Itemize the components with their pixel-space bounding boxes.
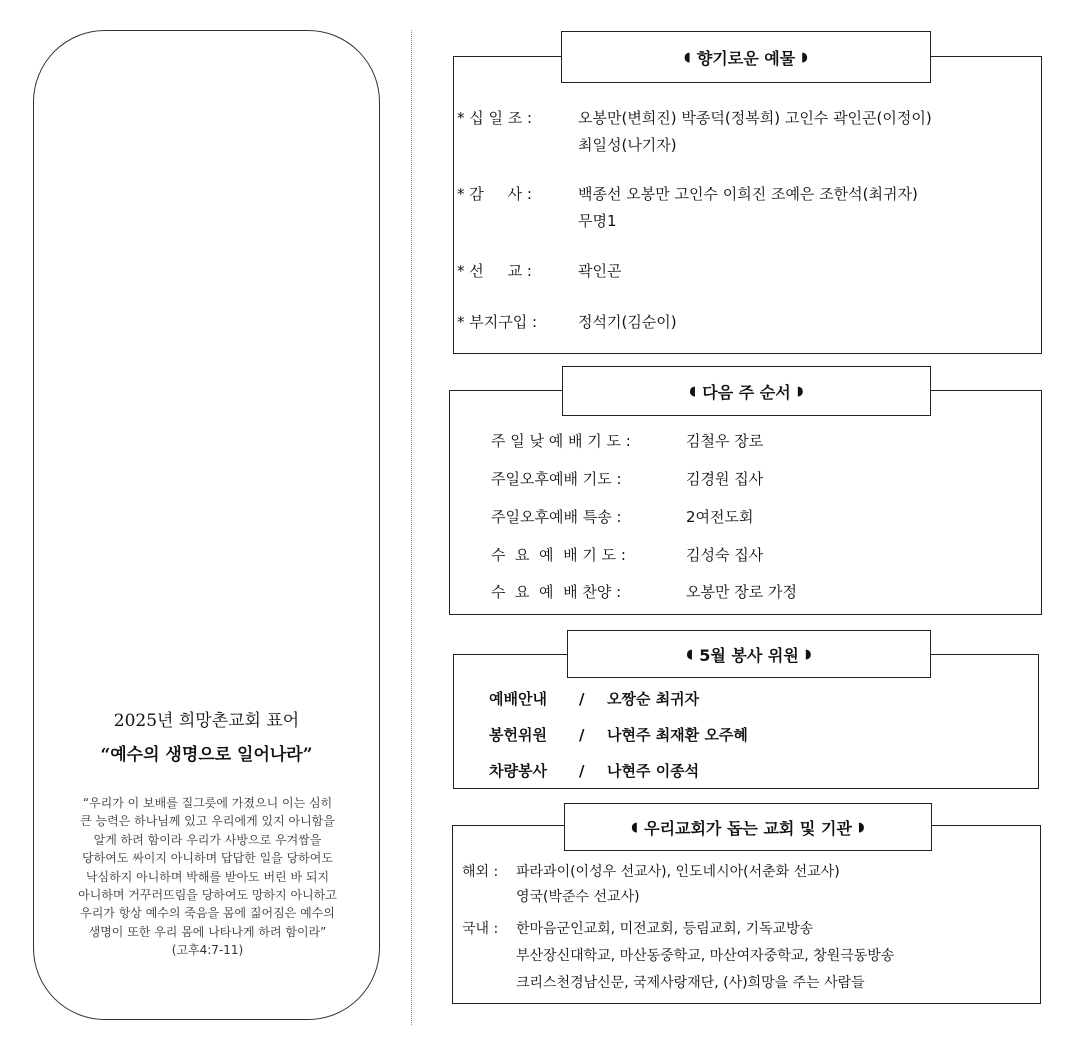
service-role: 봉헌위원 xyxy=(489,726,547,744)
service-names: 나현주 최재환 오주혜 xyxy=(607,726,748,744)
motto-year-line: 2025년 희망촌교회 표어 xyxy=(113,711,300,731)
next-week-label: 수 요 예 배 기 도 : xyxy=(491,546,626,564)
offering-names: 오봉만(변희진) 박종덕(정복희) 고인수 곽인곤(이정이) xyxy=(578,109,932,127)
next-week-row xyxy=(491,581,797,602)
next-week-title-text: 다음 주 순서 xyxy=(702,382,791,402)
service-title-text: 5월 봉사 위원 xyxy=(699,645,799,665)
next-week-row xyxy=(491,430,763,451)
support-domestic-label: 국내 : xyxy=(462,921,499,937)
support-domestic-row xyxy=(462,918,813,938)
service-separator: / xyxy=(579,726,585,744)
offering-label: * 선 교 : xyxy=(457,262,532,280)
support-domestic-line: 한마음군인교회, 미전교회, 등림교회, 기독교방송 xyxy=(516,921,814,937)
verse-line: 아니하며 거꾸러뜨림을 당하여도 망하지 아니하고 xyxy=(78,888,337,903)
next-week-label: 주 일 낮 예 배 기 도 : xyxy=(491,432,631,450)
verse-line: 낙심하지 아니하며 박해를 받아도 버린 바 되지 xyxy=(85,869,330,884)
offering-label: * 감 사 : xyxy=(457,185,532,203)
title-left-half-circle-icon: ◖ xyxy=(683,49,691,65)
title-left-half-circle-icon: ◖ xyxy=(689,383,697,399)
service-separator: / xyxy=(579,762,585,780)
service-row xyxy=(489,688,699,709)
title-right-half-circle-icon: ◗ xyxy=(801,49,809,65)
title-right-half-circle-icon: ◗ xyxy=(804,646,812,662)
support-domestic-line: 크리스천경남신문, 국제사랑재단, (사)희망을 주는 사람들 xyxy=(516,975,865,991)
offering-names: 정석기(김순이) xyxy=(578,313,677,331)
support-overseas-line: 영국(박준수 선교사) xyxy=(516,889,640,905)
next-week-row xyxy=(491,506,754,527)
next-week-value: 김경원 집사 xyxy=(686,470,764,488)
verse-line: 당하여도 싸이지 아니하며 답답한 일을 당하여도 xyxy=(82,851,333,866)
service-names: 오짱순 최귀자 xyxy=(607,690,700,708)
verse-line: 큰 능력은 하나님께 있고 우리에게 있지 아니함을 xyxy=(80,814,335,829)
service-names: 나현주 이종석 xyxy=(607,762,700,780)
next-week-label: 수 요 예 배 찬양 : xyxy=(491,583,622,601)
offering-names: 백종선 오봉만 고인수 이희진 조예은 조한석(최귀자) xyxy=(578,185,918,203)
support-title-text: 우리교회가 돕는 교회 및 기관 xyxy=(644,818,852,838)
offering-title xyxy=(561,31,931,83)
service-title xyxy=(567,630,931,678)
offering-label: * 십 일 조 : xyxy=(457,109,533,127)
verse-line: 생명이 또한 우리 몸에 나타나게 하려 함이라” xyxy=(88,924,327,939)
next-week-value: 김철우 장로 xyxy=(686,432,764,450)
title-left-half-circle-icon: ◖ xyxy=(631,819,639,835)
offering-label: * 부지구입 : xyxy=(457,313,538,331)
offering-row-land xyxy=(457,311,677,332)
next-week-row xyxy=(491,544,763,565)
verse-line: 우리가 항상 예수의 죽음을 몸에 짊어짐은 예수의 xyxy=(80,906,335,921)
verse-line: “우리가 이 보배를 질그릇에 가졌으니 이는 심히 xyxy=(82,796,333,810)
support-overseas-label: 해외 : xyxy=(462,864,499,880)
support-overseas-row xyxy=(462,861,840,881)
offering-box xyxy=(453,56,1042,354)
next-week-label: 주일오후예배 기도 : xyxy=(491,470,622,488)
service-role: 예배안내 xyxy=(489,690,547,708)
next-week-value: 2여전도회 xyxy=(686,508,754,526)
next-week-row xyxy=(491,468,763,489)
support-title xyxy=(564,803,932,851)
offering-row-mission xyxy=(457,260,621,281)
offering-row-tithe xyxy=(457,107,932,128)
scripture-verse xyxy=(40,794,375,960)
support-domestic-line: 부산장신대학교, 마산동중학교, 마산여자중학교, 창원극동방송 xyxy=(516,948,895,964)
title-right-half-circle-icon: ◗ xyxy=(857,819,865,835)
offering-names: 곽인곤 xyxy=(578,262,622,280)
offering-title-text: 향기로운 예물 xyxy=(696,48,796,68)
next-week-title xyxy=(562,366,931,416)
support-overseas-line: 파라과이(이성우 선교사), 인도네시아(서춘화 선교사) xyxy=(516,864,840,880)
offering-names-continued: 최일성(나기자) xyxy=(578,136,677,154)
page-divider xyxy=(411,30,412,1025)
title-right-half-circle-icon: ◗ xyxy=(796,383,804,399)
service-row xyxy=(489,760,699,781)
verse-reference: (고후4:7-11) xyxy=(171,943,244,958)
title-left-half-circle-icon: ◖ xyxy=(686,646,694,662)
service-role: 차량봉사 xyxy=(489,762,547,780)
service-separator: / xyxy=(579,690,585,708)
next-week-value: 김성숙 집사 xyxy=(686,546,764,564)
offering-row-thanks xyxy=(457,183,918,204)
next-week-value: 오봉만 장로 가정 xyxy=(686,583,797,601)
offering-names-continued: 무명1 xyxy=(578,212,617,230)
next-week-label: 주일오후예배 특송 : xyxy=(491,508,622,526)
motto-quote: “예수의 생명으로 일어나라” xyxy=(100,745,313,765)
service-row xyxy=(489,724,748,745)
verse-line: 알게 하려 함이라 우리가 사방으로 우겨쌈을 xyxy=(93,832,322,847)
